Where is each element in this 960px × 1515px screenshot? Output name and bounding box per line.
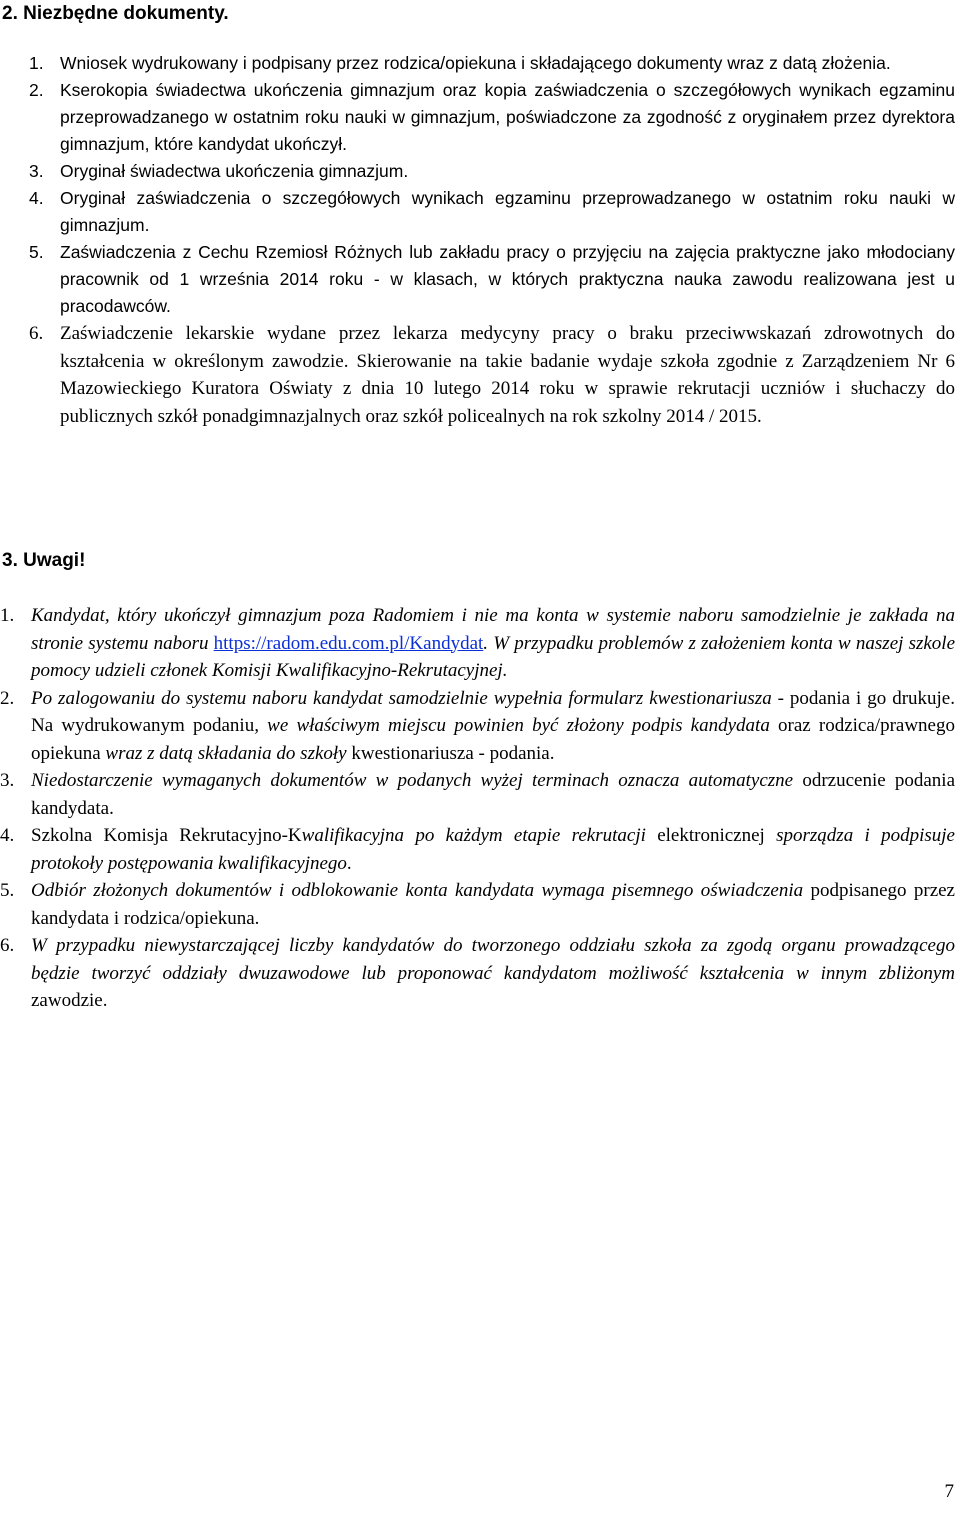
list-number: 5. [0,880,15,901]
list-item [29,185,955,239]
list-item-text: Kserokopia świadectwa ukończenia gimnazjum oraz kopia zaświadczenia o szczegółowych wynikach egzaminu przeprowadzanego w ostatnim roku nauki w gimnazjum, poświadczone za zgodność z oryginałem przez dyrektora gimnazjum, które kandydat ukończył. [60,80,955,154]
list-item-text: Kandydat, który ukończył gimnazjum poza Radomiem i nie ma konta w systemie naboru samodzielnie je zakłada na stronie systemu naboru [31,605,955,654]
list-item-text: Oryginał zaświadczenia o szczegółowych wynikach egzaminu przeprowadzanego w ostatnim roku nauki w gimnazjum. [60,188,955,235]
list-number: 6. [0,935,15,956]
list-item-text: Wniosek wydrukowany i podpisany przez rodzica/opiekuna i składającego dokumenty wraz z datą złożenia. [60,53,891,73]
list-item [29,158,955,185]
list-item-text: walifikacyjna po każdym etapie rekrutacji [301,825,646,846]
list-item-text: podpisanego przez kandydata i rodzica/opiekuna. [31,880,955,929]
section-heading-documents: 2. Niezbędne dokumenty. [2,3,229,24]
notes-list [0,602,956,1015]
list-item-text: Oryginał świadectwa ukończenia gimnazjum. [60,161,409,181]
list-number: 5. [29,242,44,262]
list-item [0,602,956,685]
section-heading-notes: 3. Uwagi! [2,550,86,571]
list-item [0,932,955,1015]
list-item [29,77,955,158]
list-item-text: elektronicznej [645,825,777,846]
list-number: 6. [29,323,44,344]
list-item-text: . [346,852,352,874]
list-item [29,320,955,430]
list-number: 1. [0,605,15,626]
list-item-text: wraz z datą składania do szkoły [100,742,347,764]
list-number: 2. [29,80,44,100]
list-item-text: Zaświadczenie lekarskie wydane przez lekarza medycyny pracy o braku przeciwwskazań zdrowotnych do kształcenia w określonym zawodzie. Skierowanie na takie badanie wydaje szkoła zgodnie z Zarządzeniem Nr 6 Mazowieckiego Kuratora Oświaty z dnia 10 lutego 2014 roku w sprawie rekrutacji uczniów i słuchaczy do publicznych szkół ponadgimnazjalnych oraz szkół policealnych na rok szkolny 2014 / 2015. [60,323,955,427]
list-item-text: Niedostarczenie wymaganych dokumentów w podanych wyżej terminach oznacza automatyczne [31,770,794,791]
list-item-text: . W przypadku problemów z założeniem konta w naszej szkole pomocy udzieli członek Komisji Kwalifikacyjno-Rekrutacyjnej. [31,632,956,681]
list-item-text: sporządza i podpisuje protokoły postępowania kwalifikacyjnego [31,825,955,874]
list-item [29,50,955,77]
list-item-text: Po zalogowaniu do systemu naboru kandydat samodzielnie wypełnia formularz kwestionariusza [31,687,772,709]
documents-list [29,50,955,430]
list-number: 4. [29,188,44,208]
list-item [0,767,956,822]
list-number: 3. [0,770,15,791]
list-item [0,877,955,932]
list-item-text: Zaświadczenia z Cechu Rzemiosł Różnych lub zakładu pracy o przyjęciu na zajęcia praktyczne jako młodociany pracownik od 1 września 2014 roku - w klasach, w których praktyczna nauka zawodu realizowana jest u pracodawców. [60,242,955,316]
list-number: 2. [0,687,15,709]
list-item [0,685,955,768]
list-number: 4. [0,825,15,846]
list-item-text: W przypadku niewystarczającej liczby kandydatów do tworzonego oddziału szkoła za zgodą organu prowadzącego będzie tworzyć oddziały dwuzawodowe lub proponować kandydatom możliwość kształcenia w innym zbliżonym [31,935,955,984]
list-item-text: , we właściwym miejscu powinien być złożony podpis kandydata [254,715,770,736]
page-number: 7 [944,1481,954,1502]
list-item-text: Szkolna Komisja Rekrutacyjno-K [31,825,302,846]
list-item-text: odrzucenie podania kandydata. [31,770,956,819]
list-item [0,822,955,877]
list-item-text: kwestionariusza - podania. [346,742,555,764]
list-item-text: - podania i go drukuje. Na wydrukowanym podaniu [31,687,955,736]
list-item-text: oraz rodzica/prawnego opiekuna [31,715,955,764]
list-number: 1. [29,53,44,73]
kandydat-link[interactable]: https://radom.edu.com.pl/Kandydat [213,632,484,654]
list-item-text: zawodzie. [31,990,108,1011]
list-number: 3. [29,161,44,181]
list-item [29,239,955,320]
list-item-text: Odbiór złożonych dokumentów i odblokowanie konta kandydata wymaga pisemnego oświadczenia [31,880,804,901]
